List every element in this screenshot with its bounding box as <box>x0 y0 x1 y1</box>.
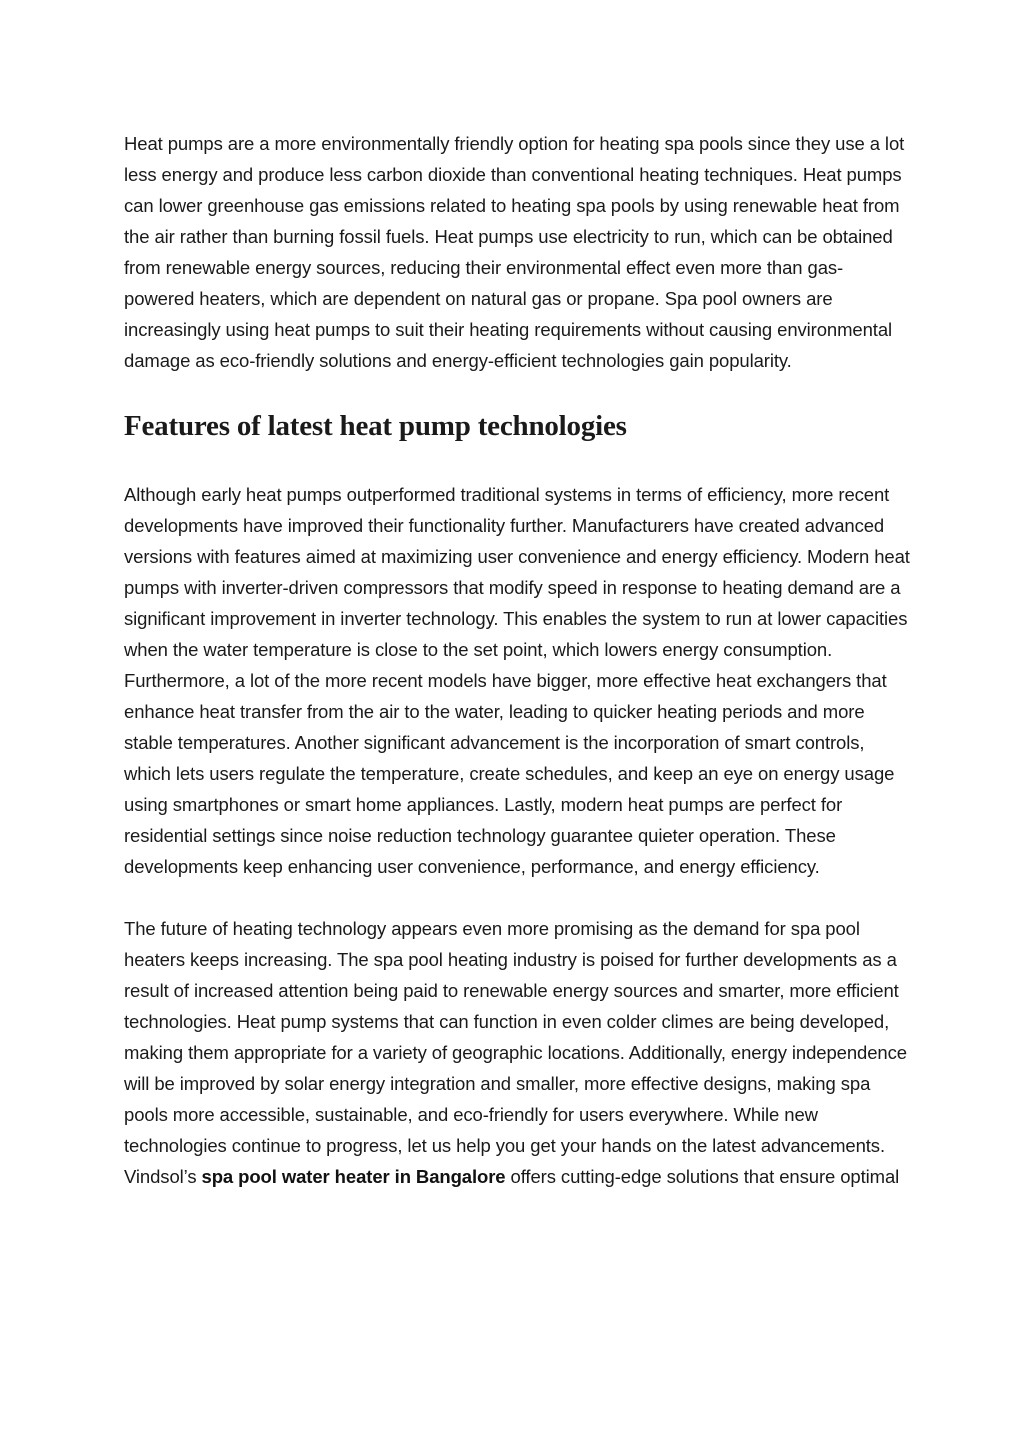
features-paragraph: Although early heat pumps outperformed traditional systems in terms of efficiency, more recent developments have improved their functionality further. Manufacturers have created advanced versions with features aimed at maximizing user convenience and energy efficiency. Modern heat pumps with inverter-driven compressors that modify speed in response to heating demand are a significant improvement in inverter technology. This enables the system to run at lower capacities when the water temperature is close to the set point, which lowers energy consumption. Furthermore, a lot of the more recent models have bigger, more effective heat exchangers that enhance heat transfer from the air to the water, leading to quicker heating periods and more stable temperatures. Another significant advancement is the incorporation of smart controls, which lets users regulate the temperature, create schedules, and keep an eye on energy usage using smartphones or smart home appliances. Lastly, modern heat pumps are perfect for residential settings since noise reduction technology guarantee quieter operation. These developments keep enhancing user convenience, performance, and energy efficiency. <box>124 484 910 877</box>
product-keyword: spa pool water heater in Bangalore <box>201 1166 506 1187</box>
intro-paragraph: Heat pumps are a more environmentally friendly option for heating spa pools since they use a lot less energy and produce less carbon dioxide than conventional heating techniques. Heat pumps can lower greenhouse gas emissions related to heating spa pools by using renewable heat from the air rather than burning fossil fuels. Heat pumps use electricity to run, which can be obtained from renewable energy sources, reducing their environmental effect even more than gas-powered heaters, which are dependent on natural gas or propane. Spa pool owners are increasingly using heat pumps to suit their heating requirements without causing environmental damage as eco-friendly solutions and energy-efficient technologies gain popularity. <box>124 133 905 371</box>
section-heading: Features of latest heat pump technologies <box>124 410 627 442</box>
future-paragraph <box>124 913 910 1192</box>
future-paragraph-text: The future of heating technology appears even more promising as the demand for spa pool heaters keeps increasing. The spa pool heating industry is poised for further developments as a result of increased attention being paid to renewable energy sources and smarter, more efficient technologies. Heat pump systems that can function in even colder climes are being developed, making them appropriate for a variety of geographic locations. Additionally, energy independence will be improved by solar energy integration and smaller, more effective designs, making spa pools more accessible, sustainable, and eco-friendly for users everywhere. While new technologies continue to progress, let us help you get your hands on the latest advancements. Vindsol’s <box>124 918 907 1187</box>
document-body <box>124 128 910 1192</box>
future-paragraph-tail: offers cutting-edge solutions that ensure optimal <box>505 1166 900 1187</box>
